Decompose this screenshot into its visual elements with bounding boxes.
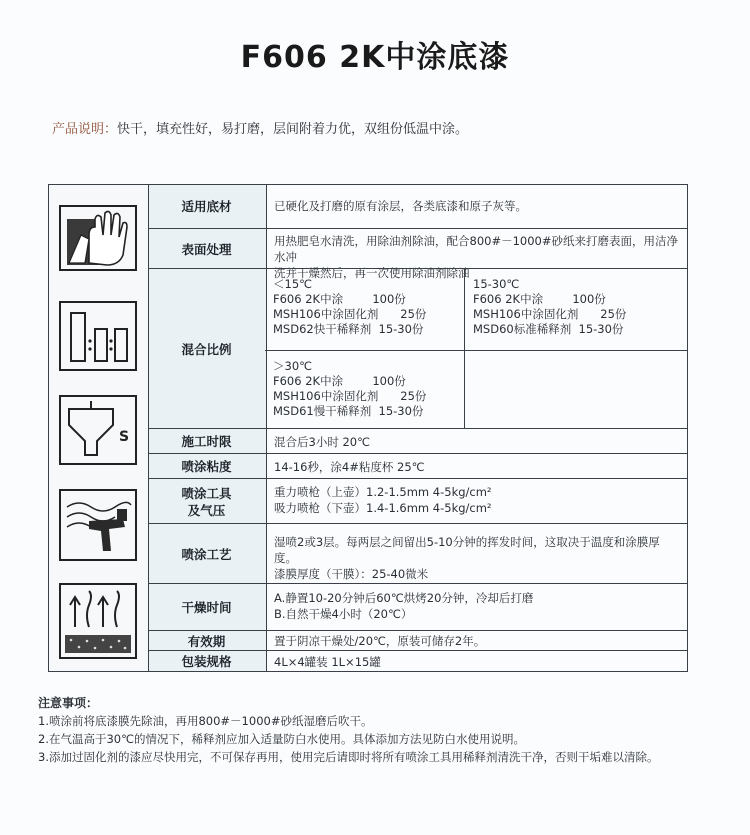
icon-column: [49, 185, 148, 671]
viscosity-cup-icon: [59, 395, 137, 465]
row-label-substrate: 适用底材: [181, 199, 232, 214]
label-line: 喷涂工具: [181, 485, 232, 501]
mix-ratio-icon: [59, 301, 137, 371]
row-content-pot-life: [274, 434, 679, 450]
table-row: [148, 428, 687, 454]
row-label-shelf-life: 有效期: [187, 633, 226, 649]
mix-divider-horizontal: [265, 350, 687, 351]
description-text: 快干，填充性好，易打磨，层间附着力优，双组份低温中涂。: [117, 122, 469, 137]
table-row: [148, 650, 687, 672]
content-line: 重力喷枪（上壶）1.2-1.5mm 4-5kg/cm²: [274, 485, 492, 499]
mix-temp: ＜15℃: [273, 277, 313, 291]
table-row: [148, 523, 687, 584]
content-line: A.静置10-20分钟后60℃烘烤20分钟，冷却后打磨: [274, 591, 534, 605]
drying-heat-icon: [59, 583, 137, 659]
label-line: 及气压: [187, 502, 226, 518]
table-row: [148, 478, 687, 524]
page-title: F606 2K中涂底漆: [240, 40, 510, 75]
notes-section: [38, 694, 658, 766]
note-item: 2.在气温高于30℃的情况下，稀释剂应加入适量防白水使用。具体添加方法见防白水使用说明。: [38, 732, 526, 746]
content-line: 已硬化及打磨的原有涂层，各类底漆和原子灰等。: [274, 199, 527, 213]
content-line: 混合后3小时 20℃: [274, 435, 371, 449]
content-line: 漆膜厚度（干膜）：25-40微米: [274, 567, 429, 581]
mix-temp: ＞30℃: [273, 359, 313, 373]
row-label-spray-tool: [148, 479, 265, 524]
table-row: [148, 630, 687, 651]
row-content-spray-tool: [274, 484, 679, 516]
mix-temp: 15-30℃: [473, 277, 520, 291]
table-row: [148, 583, 687, 631]
mix-line: MSH106中涂固化剂 25份: [273, 389, 427, 403]
row-label-mix-ratio: 混合比例: [181, 341, 232, 357]
row-label-viscosity: 喷涂粘度: [181, 459, 232, 474]
mix-high-temp: [273, 359, 426, 419]
glove-icon: [59, 205, 137, 271]
row-content-spray-process: [274, 534, 679, 582]
mix-divider-vertical: [464, 268, 465, 428]
mix-mid-temp: [473, 277, 626, 337]
row-label-drying: 干燥时间: [181, 600, 232, 615]
notes-heading: 注意事项：: [38, 696, 99, 710]
mix-line: F606 2K中涂 100份: [273, 374, 406, 388]
mix-line: MSD62快干稀释剂 15-30份: [273, 322, 424, 336]
row-label-surface-prep: 表面处理: [181, 241, 232, 257]
viscosity-letter: S: [119, 429, 130, 445]
table-row: [148, 228, 687, 280]
content-line: B.自然干燥4小时（20℃）: [274, 607, 413, 621]
content-line: 吸力喷枪（下壶）1.4-1.6mm 4-5kg/cm²: [274, 501, 492, 515]
mix-line: MSH106中涂固化剂 25份: [473, 307, 627, 321]
content-line: 湿喷2或3层。每两层之间留出5-10分钟的挥发时间，这取决于温度和涂膜厚度。: [274, 535, 660, 565]
mix-line: MSH106中涂固化剂 25份: [273, 307, 427, 321]
spray-gun-icon: [59, 489, 137, 561]
table-row: [148, 453, 687, 479]
note-item: 3.添加过固化剂的漆应尽快用完，不可保存再用，使用完后请即时将所有喷涂工具用稀释剂清洗干净，否则干垢难以清除。: [38, 750, 659, 764]
spec-table: [48, 184, 688, 672]
row-label-pot-life: 施工时限: [181, 434, 232, 449]
content-line: 4L×4罐装 1L×15罐: [274, 655, 381, 669]
mix-line: MSD61慢干稀释剂 15-30份: [273, 404, 424, 418]
row-content-viscosity: [274, 459, 679, 475]
row-content-packaging: [274, 654, 679, 670]
row-content-drying: [274, 590, 679, 622]
row-content-shelf-life: [274, 633, 679, 649]
note-item: 1.喷涂前将底漆膜先除油，再用800#－1000#砂纸湿磨后吹干。: [38, 714, 373, 728]
mix-line: F606 2K中涂 100份: [273, 292, 406, 306]
content-line: 14-16秒，涂4#粘度杯 25℃: [274, 460, 425, 474]
description-label: 产品说明：: [52, 122, 118, 137]
content-line: 置于阴凉干燥处/20℃，原装可储存2年。: [274, 634, 486, 648]
content-line: 用热肥皂水清洗，用除油剂除油，配合800#－1000#砂纸来打磨表面，用洁净水冲: [274, 234, 678, 264]
product-description: [52, 118, 468, 137]
mix-line: MSD60标准稀释剂 15-30份: [473, 322, 624, 336]
row-label-packaging: 包装规格: [181, 654, 232, 669]
row-content-substrate: [274, 198, 679, 214]
row-label-spray-process: 喷涂工艺: [181, 546, 232, 562]
content-line: 洗并干燥然后，再一次使用除油剂除油: [274, 266, 470, 280]
table-row: [148, 185, 687, 228]
mix-low-temp: [273, 277, 426, 337]
mix-line: F606 2K中涂 100份: [473, 292, 606, 306]
